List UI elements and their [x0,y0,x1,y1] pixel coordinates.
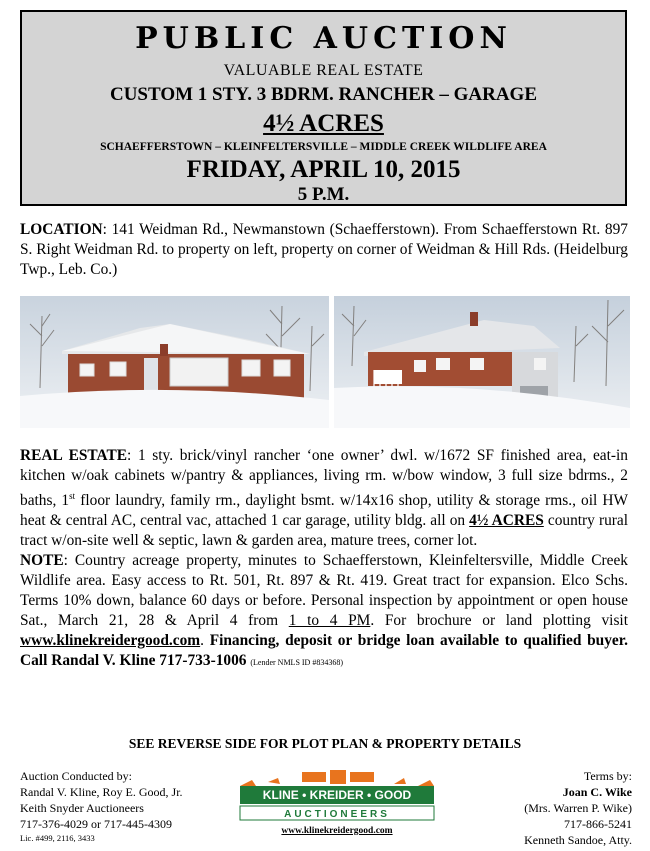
license-numbers: Lic. #499, 2116, 3433 [20,833,95,843]
header-banner [20,10,627,206]
auctioneer-names: Randal V. Kline, Roy E. Good, Jr. [20,785,183,799]
auction-conductor-block [20,768,230,844]
auction-title: PUBLIC AUCTION [135,21,512,56]
real-estate-paragraph [20,446,628,673]
terms-contact-alias: (Mrs. Warren P. Wike) [524,801,632,815]
property-headline: CUSTOM 1 STY. 3 BDRM. RANCHER – GARAGE [109,84,538,105]
reverse-side-note: SEE REVERSE SIDE FOR PLOT PLAN & PROPERTY DETAILS [128,736,522,751]
gavel-icon [232,768,442,826]
real-estate-text-end: country rural tract w/on-site well & septic, lawn & garden area, mature trees, corner lot. [20,512,628,550]
note-label: NOTE [20,552,64,570]
terms-contact-name: Joan C. Wike [562,785,632,799]
kline-kreider-good-logo [232,768,442,840]
auction-date: FRIDAY, APRIL 10, 2015 [186,156,461,183]
note-text-end: . [200,632,204,650]
auction-time: 5 P.M. [297,184,350,205]
real-estate-text: : 1 sty. brick/vinyl rancher ‘one owner’ dwl. w/1672 SF finished area, eat-in kitchen w/oak cabinets w/pantry & appliances, living rm. w/bow window, 3 full size bdrms., 2 baths, 1 [20,447,628,510]
auctioneer-company: Keith Snyder Auctioneers [20,801,144,815]
location-label: LOCATION [20,221,103,238]
location-text: : 141 Weidman Rd., Newmanstown (Schaefferstown). From Schaefferstown Rt. 897 S. Right Weidman Rd. to property on left, property on corner of Weidman & Hill Rds. (Heidelburg Twp., Leb. Co.) [20,221,628,278]
ordinal-suffix: st [69,491,76,501]
terms-block [472,768,632,848]
attorney-name: Kenneth Sandoe, Atty. [524,833,632,847]
lender-id: (Lender NMLS ID #834368) [250,658,343,668]
house-photo-side [334,296,630,428]
towns-line: SCHAEFFERSTOWN – KLEINFELTERSVILLE – MIDDLE CREEK WILDLIFE AREA [100,141,547,153]
note-text: : Country acreage property, minutes to Schaefferstown, Kleinfeltersville, Middle Creek Wildlife area. Easy access to Rt. 501, Rt. 897 & Rt. 419. Great tract for expansion. Elco Schs. Terms 10% down, balance 60 days or before. Personal inspection by appointment or open house Sat., March 21, 28 & April 4 from [20,552,628,630]
location-paragraph [20,220,628,280]
open-house-hours: 1 to 4 PM [288,612,371,630]
auction-subtitle: VALUABLE REAL ESTATE [223,62,424,79]
house-photo-front [20,296,329,428]
website-link[interactable]: www.klinekreidergood.com [20,632,201,650]
logo-website-link[interactable]: www.klinekreidergood.com [281,826,393,836]
terms-contact-phone: 717-866-5241 [564,817,632,831]
real-estate-label: REAL ESTATE [20,447,128,464]
terms-by-label: Terms by: [583,769,632,783]
conducted-by-label: Auction Conducted by: [20,769,132,783]
acres-headline: 4½ ACRES [263,110,384,137]
real-estate-acres: 4½ ACRES [469,512,544,530]
logo-name: KLINE • KREIDER • GOOD [262,788,412,802]
financing-note: Financing, deposit or bridge loan available to qualified buyer. Call Randal V. Kline 717-733-1006 [20,632,628,670]
note-text-cont: . For brochure or land plotting visit [370,612,628,630]
real-estate-text-cont: floor laundry, family rm., daylight bsmt. w/14x16 shop, utility & storage rms., oil HW heat & central AC, central vac, attached 1 car garage, utility bldg. all on [20,492,628,530]
auctioneer-phones: 717-376-4029 or 717-445-4309 [20,817,172,831]
logo-tagline: AUCTIONEERS [284,809,390,820]
